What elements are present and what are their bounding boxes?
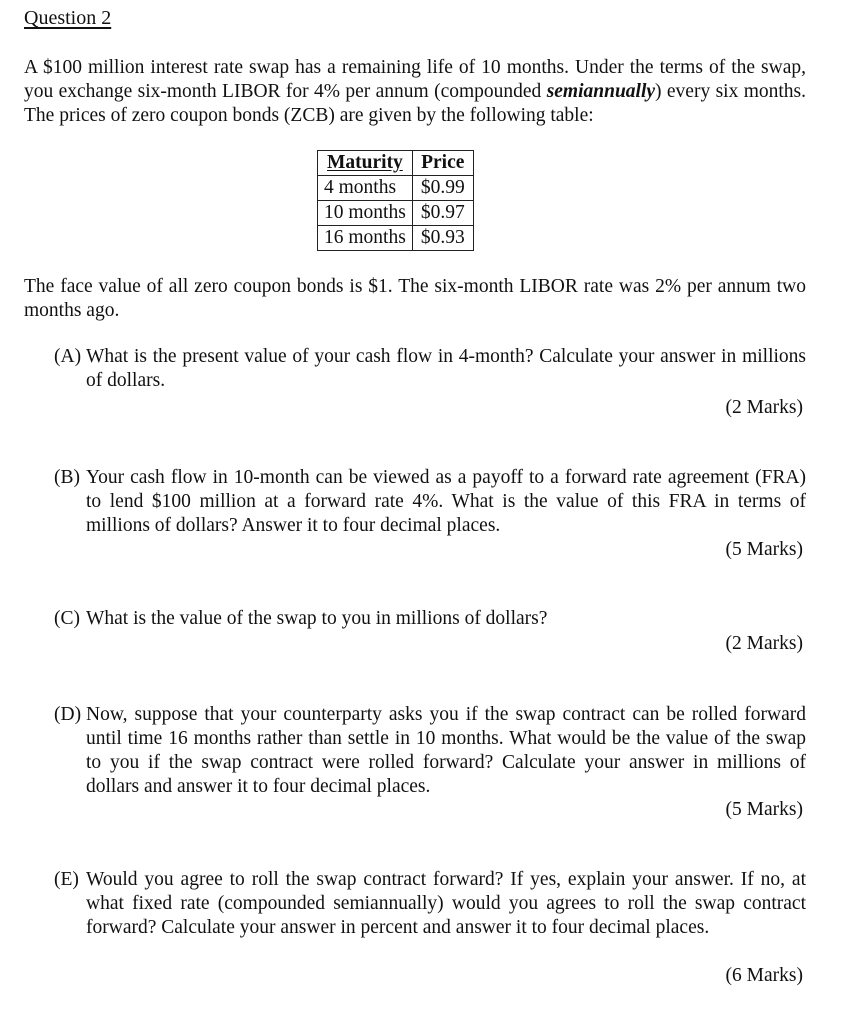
table-cell-price: $0.99 bbox=[412, 176, 473, 201]
table-row bbox=[318, 226, 474, 251]
face-value-paragraph: The face value of all zero coupon bonds is $1. The six-month LIBOR rate was 2% per annum two months ago. bbox=[24, 276, 806, 321]
question-b bbox=[54, 466, 806, 538]
question-b-text: Your cash flow in 10-month can be viewed as a payoff to a forward rate agreement (FRA) to lend $100 million at a forward rate 4%. What is the value of this FRA in terms of millions of dollars? Answer it to four decimal places. bbox=[86, 467, 806, 536]
question-d-label: (D) bbox=[54, 704, 82, 725]
question-c-marks: (2 Marks) bbox=[725, 633, 803, 654]
question-e-label: (E) bbox=[54, 869, 79, 890]
question-a bbox=[54, 345, 806, 393]
intro-paragraph bbox=[24, 56, 806, 128]
intro-text-start: A $100 million interest rate swap has a remaining life of 10 months. Under the terms of the swap, you exchange six-month LIBOR for 4% per annum (compounded bbox=[24, 57, 806, 102]
question-d-marks: (5 Marks) bbox=[725, 799, 803, 820]
table-cell-maturity: 4 months bbox=[318, 176, 413, 201]
question-a-text: What is the present value of your cash flow in 4-month? Calculate your answer in millions of dollars. bbox=[86, 346, 806, 391]
table-cell-maturity: 16 months bbox=[318, 226, 413, 251]
question-a-marks: (2 Marks) bbox=[725, 397, 803, 418]
intro-text-end: ) every six months. The prices of zero coupon bonds (ZCB) are given by the following table: bbox=[24, 81, 806, 126]
table-header-maturity: Maturity bbox=[318, 151, 413, 176]
question-a-label: (A) bbox=[54, 346, 82, 367]
question-d bbox=[54, 703, 806, 799]
zcb-price-table bbox=[317, 150, 474, 251]
question-e bbox=[54, 868, 806, 940]
question-e-marks: (6 Marks) bbox=[725, 965, 803, 986]
table-header-price: Price bbox=[412, 151, 473, 176]
table-header-row bbox=[318, 151, 474, 176]
table-cell-price: $0.93 bbox=[412, 226, 473, 251]
question-c-label: (C) bbox=[54, 608, 80, 629]
question-heading: Question 2 bbox=[24, 7, 112, 29]
question-d-text: Now, suppose that your counterparty asks you if the swap contract can be rolled forward until time 16 months rather than settle in 10 months. What would be the value of the swap to you if the swap contract were rolled forward? Calculate your answer in millions of dollars and answer it to four decimal places. bbox=[86, 704, 806, 797]
table-row bbox=[318, 201, 474, 226]
table-row bbox=[318, 176, 474, 201]
table-cell-maturity: 10 months bbox=[318, 201, 413, 226]
question-c bbox=[54, 607, 806, 631]
intro-bold-term: semiannually bbox=[546, 81, 656, 102]
question-e-text: Would you agree to roll the swap contract forward? If yes, explain your answer. If no, at what fixed rate (compounded semiannually) would you agrees to roll the swap contract forward? Calculate your answer in percent and answer it to four decimal places. bbox=[86, 869, 806, 938]
question-b-label: (B) bbox=[54, 467, 80, 488]
question-b-marks: (5 Marks) bbox=[725, 539, 803, 560]
table-cell-price: $0.97 bbox=[412, 201, 473, 226]
question-c-text: What is the value of the swap to you in millions of dollars? bbox=[86, 608, 548, 629]
